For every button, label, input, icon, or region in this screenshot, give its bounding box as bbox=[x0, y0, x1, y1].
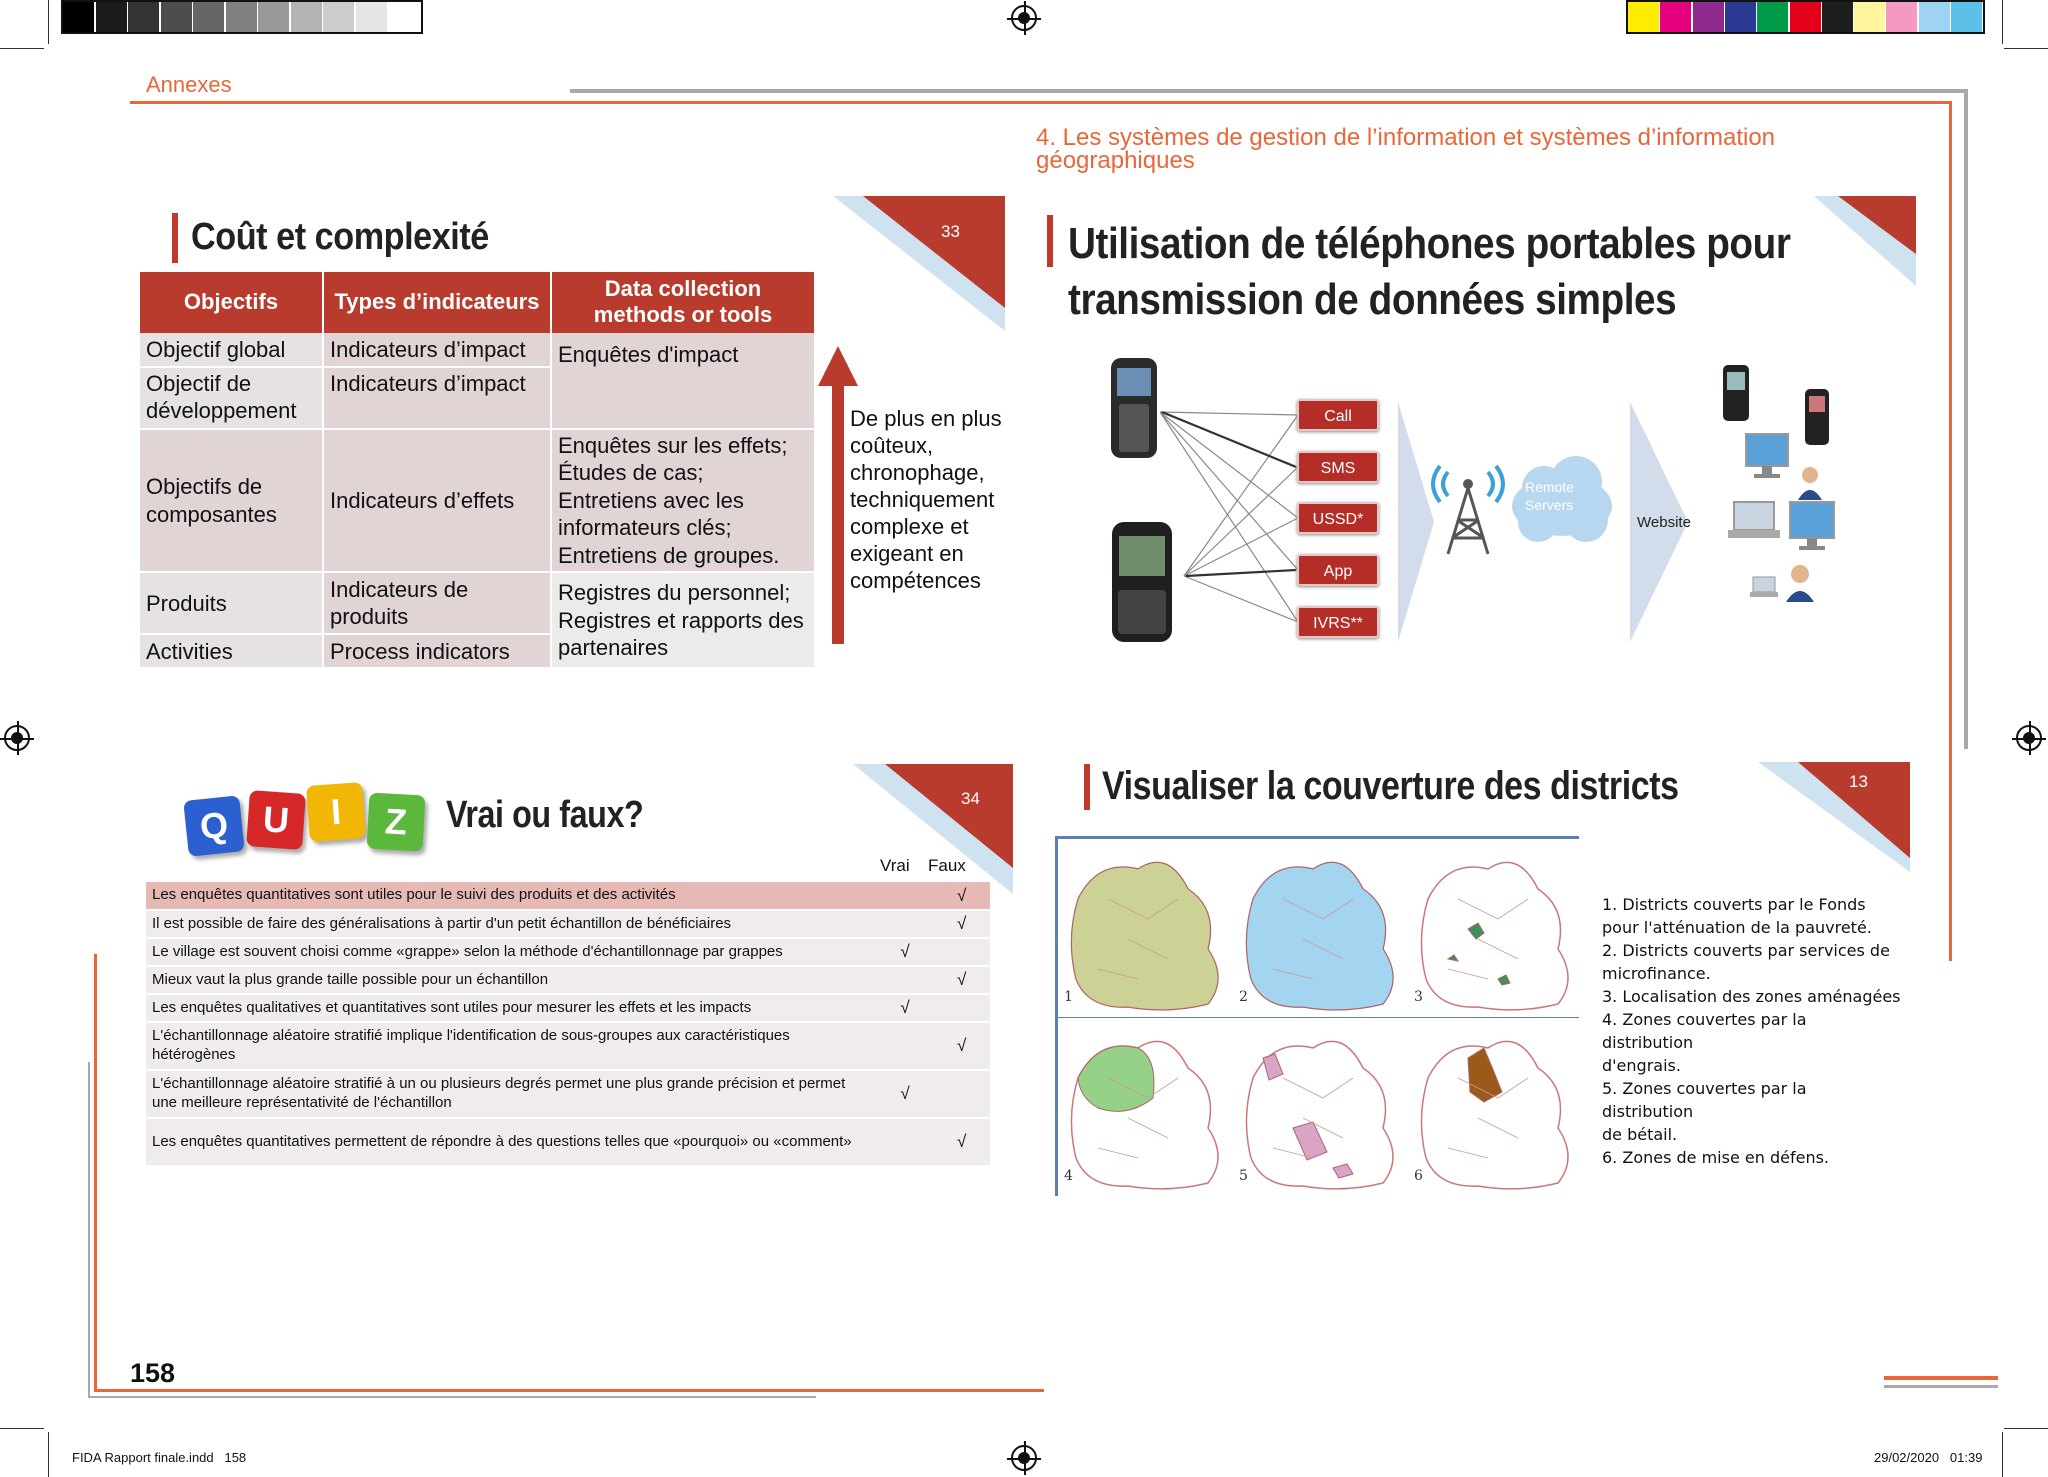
laptop-icon bbox=[1728, 500, 1780, 540]
cell-method: Registres du personnel; Registres et rapports des partenaires bbox=[551, 572, 815, 668]
slide-corner-decoration bbox=[833, 196, 1005, 331]
slide-title bbox=[1068, 216, 1790, 328]
quiz-false-mark bbox=[933, 1070, 990, 1118]
footer-right-grey-rule bbox=[1884, 1385, 1998, 1388]
header-grey-rule-right bbox=[1964, 89, 1968, 749]
slide-title: Vrai ou faux? bbox=[446, 794, 644, 836]
legend-line: 5. Zones couvertes par la distribution bbox=[1602, 1079, 1807, 1121]
color-swatch bbox=[1660, 2, 1691, 32]
footer-orange-rule bbox=[94, 1389, 1044, 1392]
registration-mark-right bbox=[2016, 725, 2042, 751]
district-map-shape bbox=[1408, 1018, 1584, 1196]
method-text: Enquêtes d'impact bbox=[558, 341, 739, 367]
slide-corner-decoration bbox=[1814, 196, 1916, 286]
quiz-row bbox=[146, 994, 990, 1022]
quiz-question: Mieux vaut la plus grande taille possible pour un échantillon bbox=[146, 966, 877, 994]
quiz-row bbox=[146, 1070, 990, 1118]
district-map bbox=[1233, 1018, 1409, 1196]
legend-line: 4. Zones couvertes par la distribution bbox=[1602, 1010, 1807, 1052]
title-accent-bar bbox=[1084, 764, 1090, 810]
title-line2: transmission de données simples bbox=[1068, 275, 1677, 324]
user-icon bbox=[1796, 466, 1824, 500]
quiz-true-mark bbox=[877, 1118, 934, 1166]
cell-objective: Objectif de développement bbox=[140, 367, 323, 429]
quiz-cubes bbox=[182, 784, 434, 868]
legend-line: 1. Districts couverts par le Fonds bbox=[1602, 895, 1866, 914]
color-swatch bbox=[1757, 2, 1788, 32]
monitor-icon bbox=[1744, 432, 1790, 480]
title-accent-bar bbox=[1047, 215, 1053, 267]
slide-number: 34 bbox=[961, 789, 980, 808]
quiz-true-mark: √ bbox=[877, 938, 934, 966]
quiz-true-mark bbox=[877, 910, 934, 938]
header-grey-rule bbox=[570, 89, 1968, 93]
quiz-false-mark: √ bbox=[933, 1118, 990, 1166]
cell-method: Enquêtes sur les effets; Études de cas; Entretiens avec les informateurs clés; Entretiens de groupes. bbox=[551, 429, 815, 573]
col-false-label: Faux bbox=[928, 856, 966, 875]
map-number: 2 bbox=[1239, 989, 1248, 1005]
left-grey-rule bbox=[88, 1062, 90, 1398]
color-swatch bbox=[1919, 2, 1950, 32]
chapter-title-line2: géographiques bbox=[1036, 147, 1195, 174]
col-true-label: Vrai bbox=[880, 856, 910, 875]
map-number: 3 bbox=[1414, 989, 1423, 1005]
header-types: Types d’indicateurs bbox=[323, 272, 551, 333]
cell-objective: Produits bbox=[140, 572, 323, 634]
quiz-cube: U bbox=[246, 790, 306, 850]
gray-swatch bbox=[128, 2, 159, 32]
crop-mark bbox=[0, 1428, 44, 1429]
map-number: 1 bbox=[1064, 989, 1073, 1005]
cell-method bbox=[551, 333, 815, 429]
quiz-row bbox=[146, 882, 990, 910]
user-icon bbox=[1784, 564, 1816, 602]
crop-mark bbox=[2002, 0, 2003, 44]
chapter-title bbox=[1036, 126, 1775, 172]
color-swatch bbox=[1854, 2, 1885, 32]
quiz-cube: Q bbox=[183, 795, 245, 857]
cloud-label: Remote Servers bbox=[1525, 479, 1575, 513]
color-swatch bbox=[1725, 2, 1756, 32]
channel-app: App bbox=[1297, 554, 1379, 586]
gray-swatch bbox=[291, 2, 322, 32]
legend-line: de bétail. bbox=[1602, 1125, 1678, 1144]
registration-mark-bottom bbox=[1011, 1445, 1037, 1471]
legend-line: d'engrais. bbox=[1602, 1056, 1681, 1075]
district-map bbox=[1233, 839, 1409, 1017]
crop-mark bbox=[48, 1432, 49, 1477]
chapter-title-line1: 4. Les systèmes de gestion de l’information et systèmes d’information bbox=[1036, 124, 1776, 151]
slide-corner-decoration bbox=[1758, 762, 1910, 872]
district-map-shape bbox=[1408, 839, 1584, 1017]
cell-indicator: Indicateurs d’impact bbox=[323, 367, 551, 429]
quiz-row bbox=[146, 938, 990, 966]
channel-ivrs: IVRS** bbox=[1297, 606, 1379, 638]
district-map-shape bbox=[1233, 839, 1409, 1017]
laptop-icon bbox=[1750, 576, 1778, 598]
gray-swatch bbox=[323, 2, 354, 32]
arrow-note: De plus en plus coûteux, chronophage, techniquement complexe et exigeant en compétences bbox=[850, 406, 1002, 593]
cell-indicator: Indicateurs de produits bbox=[323, 572, 551, 634]
section-label: Annexes bbox=[146, 72, 232, 97]
quiz-row bbox=[146, 1118, 990, 1166]
file-info: FIDA Rapport finale.indd 158 bbox=[72, 1450, 247, 1465]
quiz-false-mark: √ bbox=[933, 1022, 990, 1070]
quiz-question: Il est possible de faire des généralisations à partir d'un petit échantillon de bénéficiaires bbox=[146, 910, 877, 938]
cost-table bbox=[140, 272, 816, 669]
quiz-false-mark: √ bbox=[933, 882, 990, 910]
cell-objective: Objectifs de composantes bbox=[140, 429, 323, 573]
title-line1: Utilisation de téléphones portables pour bbox=[1068, 219, 1791, 268]
slide-number: 33 bbox=[941, 222, 960, 241]
monitor-icon bbox=[1788, 500, 1836, 552]
header-orange-rule bbox=[130, 101, 1952, 104]
legend-line: 3. Localisation des zones aménagées bbox=[1602, 987, 1901, 1006]
mobile-phone-icon bbox=[1722, 364, 1750, 422]
cell-indicator: Indicateurs d’impact bbox=[323, 333, 551, 367]
map-legend bbox=[1602, 893, 1902, 1169]
date-info: 29/02/2020 01:39 bbox=[1874, 1450, 1983, 1465]
district-map-shape bbox=[1058, 1018, 1234, 1196]
district-map-shape bbox=[1058, 839, 1234, 1017]
channel-connections bbox=[1160, 400, 1300, 640]
left-orange-rule bbox=[94, 954, 97, 1392]
quiz-row bbox=[146, 966, 990, 994]
quiz-question: L'échantillonnage aléatoire stratifié à un ou plusieurs degrés permet une plus grande précision et permet une meilleure représentativité de l'échantillon bbox=[146, 1070, 877, 1118]
district-map bbox=[1408, 839, 1584, 1017]
quiz-true-mark: √ bbox=[877, 1070, 934, 1118]
district-map-shape bbox=[1233, 1018, 1409, 1196]
crop-mark bbox=[2002, 1432, 2003, 1477]
quiz-false-mark bbox=[933, 938, 990, 966]
quiz-false-mark bbox=[933, 994, 990, 1022]
color-swatch bbox=[1951, 2, 1982, 32]
quiz-question: Les enquêtes quantitatives permettent de répondre à des questions telles que «pourquoi» ou «comment» bbox=[146, 1118, 877, 1166]
antenna-tower-icon bbox=[1430, 452, 1506, 556]
quiz-false-mark: √ bbox=[933, 910, 990, 938]
legend-lines bbox=[1602, 893, 1902, 1169]
crop-mark bbox=[2004, 48, 2048, 49]
crop-mark bbox=[48, 0, 49, 44]
header-methods: Data collection methods or tools bbox=[551, 272, 815, 333]
gray-swatch bbox=[96, 2, 127, 32]
quiz-cube: I bbox=[306, 782, 366, 842]
quiz-table bbox=[146, 882, 990, 1167]
feature-phone-icon bbox=[1109, 356, 1159, 460]
gray-swatch bbox=[258, 2, 289, 32]
map-number: 5 bbox=[1239, 1168, 1248, 1184]
legend-line: pour l'atténuation de la pauvreté. bbox=[1602, 918, 1872, 937]
website-label: Website bbox=[1637, 514, 1691, 531]
district-map bbox=[1058, 839, 1234, 1017]
quiz-true-mark bbox=[877, 882, 934, 910]
district-map bbox=[1058, 1018, 1234, 1196]
crop-mark bbox=[2004, 1428, 2048, 1429]
quiz-false-mark: √ bbox=[933, 966, 990, 994]
color-swatch bbox=[1790, 2, 1821, 32]
quiz-cube: Z bbox=[367, 793, 426, 852]
quiz-true-mark: √ bbox=[877, 994, 934, 1022]
header-objectifs: Objectifs bbox=[140, 272, 323, 333]
color-swatch bbox=[1628, 2, 1659, 32]
gray-swatch bbox=[193, 2, 224, 32]
quiz-question: Les enquêtes qualitatives et quantitatives sont utiles pour mesurer les effets et les impacts bbox=[146, 994, 877, 1022]
quiz-true-mark bbox=[877, 1022, 934, 1070]
gray-swatch bbox=[356, 2, 387, 32]
cell-objective: Activities bbox=[140, 634, 323, 668]
gray-swatch bbox=[63, 2, 94, 32]
quiz-row bbox=[146, 910, 990, 938]
quiz-row bbox=[146, 1022, 990, 1070]
color-swatch bbox=[1886, 2, 1917, 32]
mobile-phone-icon bbox=[1804, 388, 1830, 446]
quiz-question: Le village est souvent choisi comme «grappe» selon la méthode d'échantillonnage par grappes bbox=[146, 938, 877, 966]
channel-ussd: USSD* bbox=[1297, 502, 1379, 534]
gray-swatch bbox=[161, 2, 192, 32]
legend-line: microfinance. bbox=[1602, 964, 1711, 983]
channel-sms: SMS bbox=[1297, 451, 1379, 483]
slide-title: Coût et complexité bbox=[191, 216, 489, 258]
page-number: 158 bbox=[130, 1358, 176, 1388]
slide-title: Visualiser la couverture des districts bbox=[1102, 764, 1679, 808]
quiz-question: L'échantillonnage aléatoire stratifié implique l'identification de sous-groupes aux caractéristiques hétérogènes bbox=[146, 1022, 877, 1070]
crop-mark bbox=[0, 48, 44, 49]
footer-grey-rule bbox=[88, 1396, 816, 1398]
district-map bbox=[1408, 1018, 1584, 1196]
header-orange-rule-right bbox=[1949, 101, 1952, 961]
quiz-question: Les enquêtes quantitatives sont utiles pour le suivi des produits et des activités bbox=[146, 882, 877, 910]
cell-indicator: Process indicators bbox=[323, 634, 551, 668]
color-swatch bbox=[1693, 2, 1724, 32]
channel-call: Call bbox=[1297, 399, 1379, 431]
quiz-true-mark bbox=[877, 966, 934, 994]
cell-indicator: Indicateurs d’effets bbox=[323, 429, 551, 573]
registration-mark-left bbox=[4, 725, 30, 751]
color-swatch bbox=[1822, 2, 1853, 32]
cell-objective: Objectif global bbox=[140, 333, 323, 367]
legend-line: 6. Zones de mise en défens. bbox=[1602, 1148, 1829, 1167]
title-accent-bar bbox=[172, 213, 178, 263]
slide-number: 13 bbox=[1849, 772, 1868, 791]
map-number: 4 bbox=[1064, 1168, 1073, 1184]
registration-mark-top bbox=[1011, 5, 1037, 31]
gray-swatch bbox=[226, 2, 257, 32]
legend-line: 2. Districts couverts par services de bbox=[1602, 941, 1890, 960]
map-number: 6 bbox=[1414, 1168, 1423, 1184]
gray-swatch bbox=[388, 2, 419, 32]
footer-right-orange-rule bbox=[1884, 1376, 1998, 1380]
